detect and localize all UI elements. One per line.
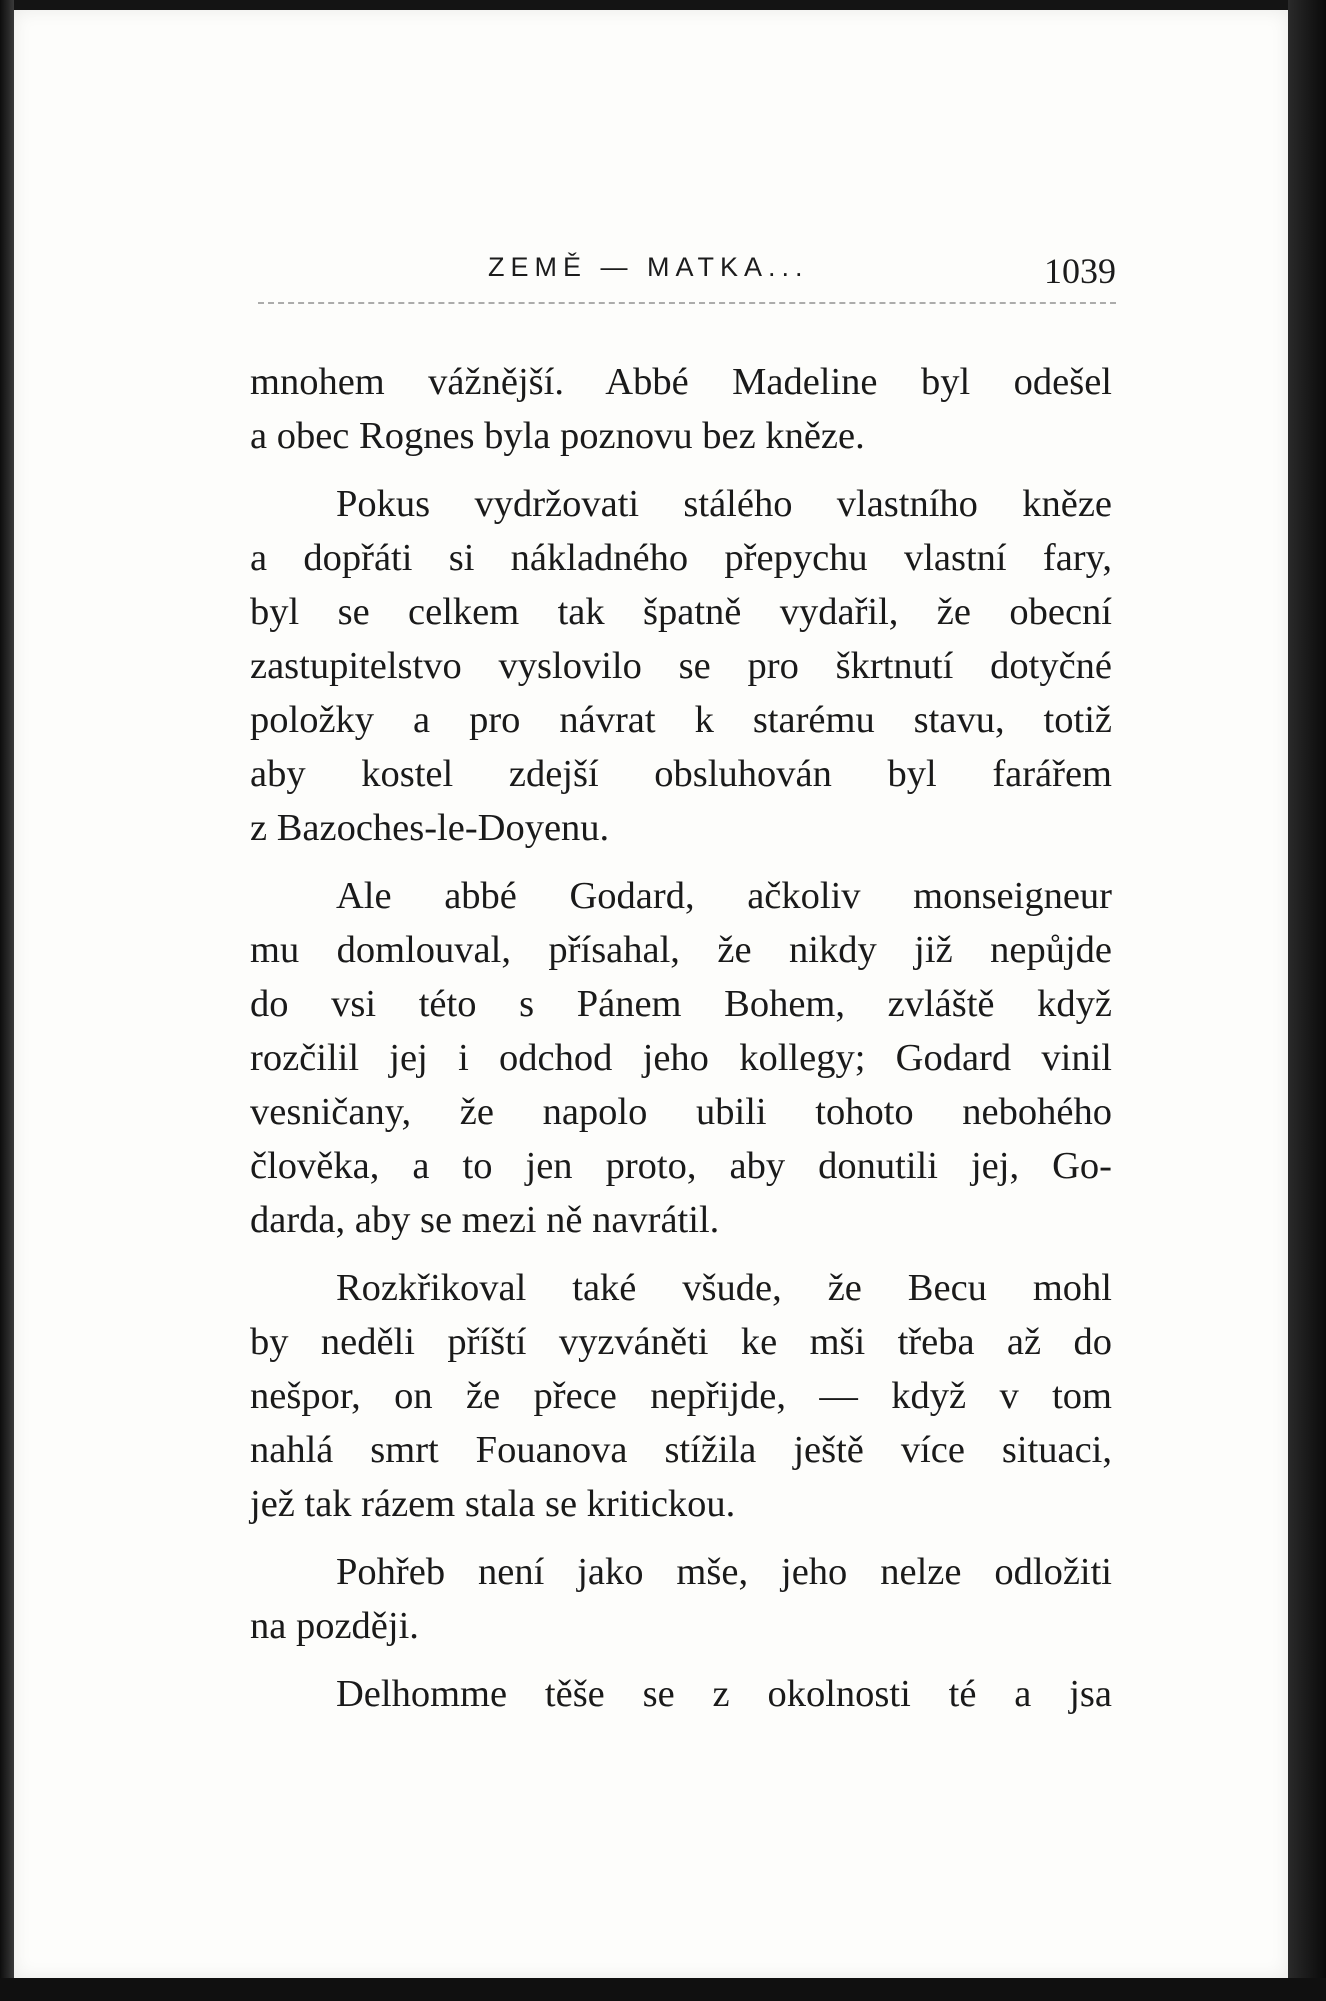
text-line: do vsi této s Pánem Bohem, zvláště když [250,983,1112,1025]
paragraph [250,355,1112,463]
text-line: mu domlouval, přísahal, že nikdy již nepůjde [250,929,1112,971]
text-line: byl se celkem tak špatně vydařil, že obecní [250,591,1112,633]
paragraph [250,869,1112,1247]
text-line: na později. [250,1605,419,1647]
text-line: člověka, a to jen proto, aby donutili jej, Go- [250,1145,1112,1187]
text-line: vesničany, že napolo ubili tohoto nebohého [250,1091,1112,1133]
text-line: zastupitelstvo vyslovilo se pro škrtnutí dotyčné [250,645,1112,687]
text-line: nahlá smrt Fouanova stížila ještě více situaci, [250,1429,1112,1471]
text-line: a obec Rognes byla poznovu bez kněze. [250,415,865,457]
text-line: mnohem vážnější. Abbé Madeline byl odešel [250,361,1112,403]
text-line: Pokus vydržovati stálého vlastního kněze [336,483,1112,525]
paragraph [250,477,1112,855]
paragraph [250,1667,1112,1721]
text-line: Delhomme těše se z okolnosti té a jsa [336,1673,1112,1715]
text-line: by neděli příští vyzváněti ke mši třeba až do [250,1321,1112,1363]
text-line: Ale abbé Godard, ačkoliv monseigneur [336,875,1112,917]
text-line: rozčilil jej i odchod jeho kollegy; Godard vinil [250,1037,1112,1079]
text-line: položky a pro návrat k starému stavu, totiž [250,699,1112,741]
text-line: darda, aby se mezi ně navrátil. [250,1199,720,1241]
text-line: nešpor, on že přece nepřijde, — když v tom [250,1375,1112,1417]
body-text [250,355,1112,1721]
book-spine-shadow [0,0,14,2001]
header-rule [258,302,1116,304]
running-title: ZEMĚ — MATKA... [488,252,809,282]
text-line: Rozkřikoval také všude, že Becu mohl [336,1267,1112,1309]
text-line: a dopřáti si nákladného přepychu vlastní fary, [250,537,1112,579]
text-line: aby kostel zdejší obsluhován byl farářem [250,753,1112,795]
text-line: z Bazoches-le-Doyenu. [250,807,610,849]
page-number: 1039 [1044,251,1116,291]
bottom-edge-shadow [0,1978,1326,2001]
paragraph [250,1545,1112,1653]
text-line: Pohřeb není jako mše, jeho nelze odložiti [336,1551,1112,1593]
page-edge-shadow [1288,0,1326,2001]
paragraph [250,1261,1112,1531]
text-line: jež tak rázem stala se kritickou. [250,1483,736,1525]
